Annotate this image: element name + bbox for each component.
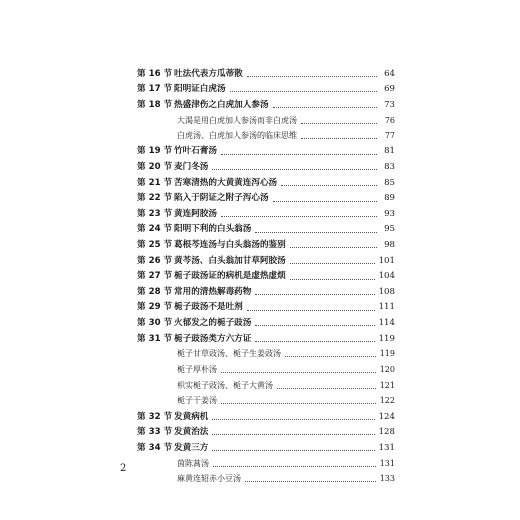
page-number: 2 <box>120 463 127 474</box>
entry-page-number: 119 <box>379 349 395 359</box>
entry-page-number: 95 <box>384 224 395 235</box>
toc-entry <box>137 425 395 441</box>
section-number: 第 31 节 <box>137 333 173 344</box>
entry-title: 栀子豉汤不是吐剂 <box>174 302 243 313</box>
section-number: 第 22 节 <box>137 193 173 204</box>
toc-entry <box>137 191 395 207</box>
dot-leader <box>273 200 377 202</box>
entry-title: 大渴是用白虎加人参汤而非白虎汤 <box>177 115 297 125</box>
entry-page-number: 83 <box>384 162 395 173</box>
entry-title: 栀子甘草豉汤、栀子生姜豉汤 <box>177 349 281 359</box>
entry-page-number: 124 <box>378 411 395 422</box>
entry-title: 葛根芩连汤与白头翁汤的鉴别 <box>174 240 286 251</box>
entry-page-number: 121 <box>379 380 395 390</box>
dot-leader <box>221 153 377 155</box>
toc-entry <box>137 175 395 191</box>
entry-title: 白虎汤、白虎加人参汤的临床思维 <box>177 131 297 141</box>
dot-leader <box>255 324 374 326</box>
toc-subentry <box>137 362 395 378</box>
dot-leader <box>255 340 374 342</box>
entry-page-number: 64 <box>384 68 395 79</box>
toc-subentry <box>137 347 395 363</box>
entry-page-number: 93 <box>384 208 395 219</box>
toc-entry <box>137 253 395 269</box>
dot-leader <box>212 418 374 420</box>
section-number: 第 25 节 <box>137 240 173 251</box>
toc-subentry <box>137 471 395 487</box>
entry-page-number: 119 <box>378 333 395 344</box>
entry-title: 常用的清热解毒药物 <box>174 286 252 297</box>
dot-leader <box>221 371 376 373</box>
section-number: 第 33 节 <box>137 427 173 438</box>
entry-page-number: 77 <box>384 131 395 141</box>
section-number: 第 30 节 <box>137 318 173 328</box>
entry-page-number: 73 <box>384 99 395 110</box>
entry-title: 黄连阿胶汤 <box>174 208 217 219</box>
toc-entry <box>137 82 395 98</box>
entry-page-number: 120 <box>379 365 395 375</box>
dot-leader <box>213 465 376 467</box>
dot-leader <box>221 402 376 404</box>
entry-title: 栀子干姜汤 <box>177 396 217 406</box>
dot-leader <box>273 106 377 108</box>
toc-subentry <box>137 128 395 144</box>
entry-page-number: 114 <box>378 318 395 328</box>
entry-title: 茵陈蒿汤 <box>177 458 209 468</box>
entry-page-number: 128 <box>378 427 395 438</box>
section-number: 第 29 节 <box>137 302 173 313</box>
entry-page-number: 76 <box>384 115 395 125</box>
dot-leader <box>212 433 374 435</box>
entry-title: 栀子豉汤类方六方证 <box>174 333 252 344</box>
entry-page-number: 122 <box>379 396 395 406</box>
toc-entry <box>137 160 395 176</box>
dot-leader <box>301 122 377 124</box>
entry-title: 吐法代表方瓜蒂散 <box>174 68 243 79</box>
dot-leader <box>230 90 377 92</box>
toc-entry <box>137 269 395 285</box>
entry-title: 阳明下利的白头翁汤 <box>174 224 252 235</box>
dot-leader <box>281 184 377 186</box>
entry-title: 麦门冬汤 <box>174 162 209 173</box>
section-number: 第 24 节 <box>137 224 173 235</box>
entry-title: 发黄治法 <box>174 427 209 438</box>
dot-leader <box>247 75 377 77</box>
section-number: 第 19 节 <box>137 146 173 157</box>
entry-title: 苦寒清热的大黄黄连泻心汤 <box>174 177 278 188</box>
entry-title: 栀子厚朴汤 <box>177 365 217 375</box>
entry-page-number: 101 <box>378 255 395 266</box>
entry-page-number: 89 <box>384 193 395 204</box>
entry-page-number: 85 <box>384 177 395 188</box>
dot-leader <box>285 355 376 357</box>
dot-leader <box>221 215 377 217</box>
entry-title: 竹叶石膏汤 <box>174 146 217 157</box>
toc-entry <box>137 222 395 238</box>
toc-entry <box>137 316 395 332</box>
dot-leader <box>255 231 377 233</box>
entry-page-number: 81 <box>384 146 395 157</box>
section-number: 第 26 节 <box>137 255 173 266</box>
entry-page-number: 133 <box>379 474 395 484</box>
entry-page-number: 69 <box>384 84 395 95</box>
section-number: 第 18 节 <box>137 99 173 110</box>
entry-page-number: 111 <box>378 302 395 313</box>
entry-title: 栀子豉汤证的病机是虚热虚烦 <box>174 271 286 282</box>
toc-subentry <box>137 378 395 394</box>
toc-subentry <box>137 113 395 129</box>
dot-leader <box>290 246 377 248</box>
section-number: 第 32 节 <box>137 411 173 422</box>
entry-page-number: 131 <box>378 442 395 453</box>
dot-leader <box>255 293 374 295</box>
entry-title: 陷入于阴证之附子泻心汤 <box>174 193 269 204</box>
section-number: 第 27 节 <box>137 271 173 282</box>
section-number: 第 17 节 <box>137 84 173 95</box>
entry-title: 阳明证白虎汤 <box>174 84 226 95</box>
section-number: 第 23 节 <box>137 208 173 219</box>
toc-entry <box>137 66 395 82</box>
toc-entry <box>137 409 395 425</box>
toc-subentry <box>137 456 395 472</box>
toc-entry <box>137 300 395 316</box>
dot-leader <box>212 168 377 170</box>
toc-entry <box>137 238 395 254</box>
section-number: 第 34 节 <box>137 442 173 453</box>
entry-title: 黄芩汤、白头翁加甘草阿胶汤 <box>174 255 286 266</box>
entry-title: 麻黄连轺赤小豆汤 <box>177 474 241 484</box>
entry-title: 枳实栀子豉汤、栀子大黄汤 <box>177 380 273 390</box>
dot-leader <box>290 262 375 264</box>
dot-leader <box>301 137 377 139</box>
toc-entry <box>137 331 395 347</box>
entry-title: 发黄三方 <box>174 442 209 453</box>
entry-title: 发黄病机 <box>174 411 209 422</box>
dot-leader <box>277 387 376 389</box>
dot-leader <box>247 309 375 311</box>
toc-entry <box>137 440 395 456</box>
toc-entry <box>137 284 395 300</box>
section-number: 第 28 节 <box>137 286 173 297</box>
toc-entry <box>137 206 395 222</box>
section-number: 第 20 节 <box>137 162 173 173</box>
toc-entry <box>137 144 395 160</box>
entry-title: 热盛津伤之白虎加人参汤 <box>174 99 269 110</box>
entry-page-number: 108 <box>378 286 395 297</box>
dot-leader <box>290 278 375 280</box>
entry-title: 火郁发之的栀子豉汤 <box>174 318 252 328</box>
toc-entry <box>137 97 395 113</box>
dot-leader <box>245 480 376 482</box>
section-number: 第 16 节 <box>137 68 173 79</box>
section-number: 第 21 节 <box>137 177 173 188</box>
toc-subentry <box>137 393 395 409</box>
entry-page-number: 98 <box>384 240 395 251</box>
entry-page-number: 104 <box>378 271 395 282</box>
entry-page-number: 131 <box>379 458 395 468</box>
dot-leader <box>212 449 374 451</box>
table-of-contents <box>137 66 395 487</box>
